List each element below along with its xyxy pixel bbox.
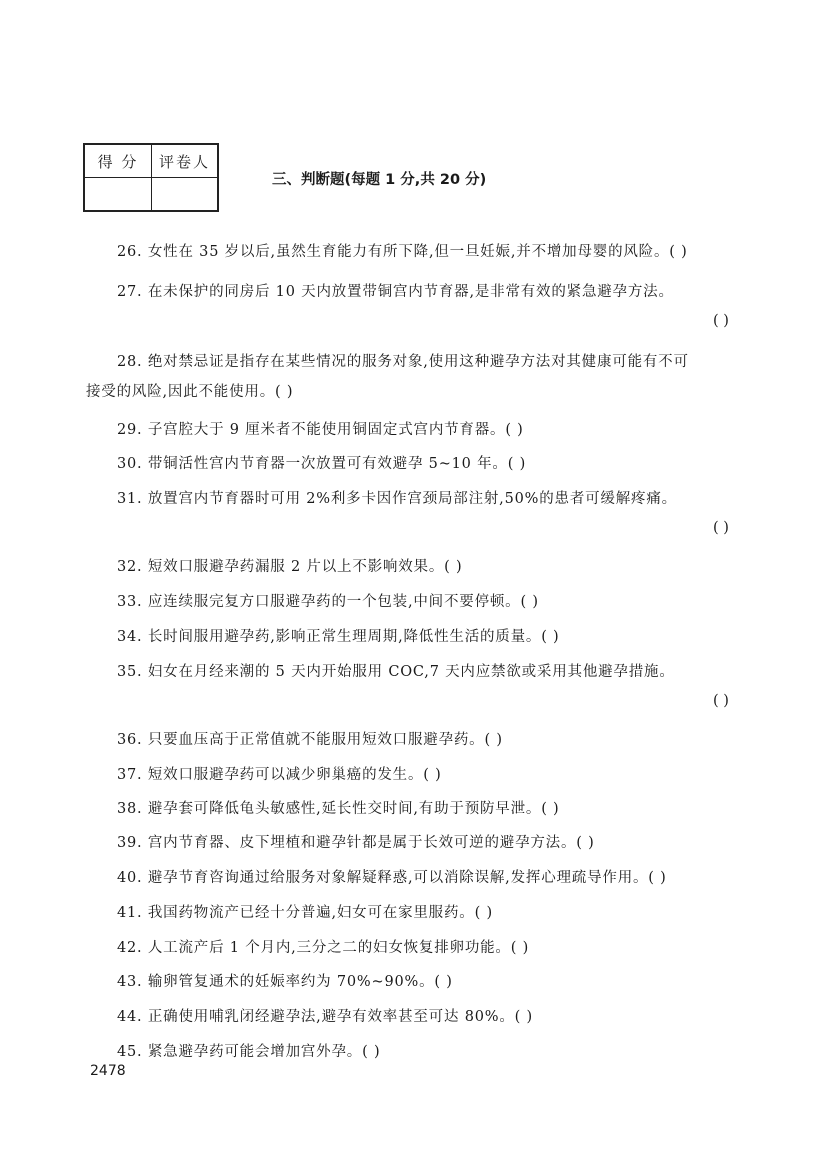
- answer-parentheses: ( ): [713, 693, 729, 709]
- question-number: 36.: [117, 732, 148, 748]
- question-item: [117, 728, 503, 749]
- page-number: 2478: [90, 1063, 126, 1079]
- question-item: [117, 1005, 533, 1026]
- question-number: 26.: [117, 244, 148, 260]
- question-number: 37.: [117, 767, 148, 783]
- question-item: [117, 763, 442, 784]
- question-text: 紧急避孕药可能会增加宫外孕。( ): [147, 1044, 381, 1060]
- question-text: 宫内节育器、皮下埋植和避孕针都是属于长效可逆的避孕方法。( ): [147, 835, 595, 851]
- question-item: [117, 487, 677, 508]
- question-item: [117, 970, 453, 991]
- question-item: [117, 590, 539, 611]
- question-text: 人工流产后 1 个月内,三分之二的妇女恢复排卵功能。( ): [147, 940, 530, 956]
- question-number: 41.: [117, 905, 148, 921]
- question-number: 45.: [117, 1044, 148, 1060]
- question-item: [117, 452, 526, 473]
- question-text: 输卵管复通术的妊娠率约为 70%~90%。( ): [147, 974, 453, 990]
- question-number: 40.: [117, 870, 148, 886]
- grader-value-cell: [152, 178, 217, 210]
- question-number: 29.: [117, 422, 148, 438]
- question-text: 短效口服避孕药可以减少卵巢癌的发生。( ): [147, 767, 442, 783]
- question-item: [117, 660, 675, 681]
- answer-parentheses: ( ): [713, 520, 729, 536]
- question-number: 35.: [117, 664, 148, 680]
- question-number: 31.: [117, 491, 148, 507]
- question-number: 43.: [117, 974, 148, 990]
- question-number: 27.: [117, 284, 148, 300]
- question-item: [117, 555, 462, 576]
- section-title: 三、判断题(每题 1 分,共 20 分): [272, 172, 487, 188]
- question-item: [117, 901, 493, 922]
- question-text: 避孕套可降低龟头敏感性,延长性交时间,有助于预防早泄。( ): [147, 801, 560, 817]
- score-value-cell: [85, 178, 152, 210]
- question-text: 只要血压高于正常值就不能服用短效口服避孕药。( ): [147, 732, 503, 748]
- question-text: 我国药物流产已经十分普遍,妇女可在家里服药。( ): [147, 905, 493, 921]
- question-text: 放置宫内节育器时可用 2%利多卡因作宫颈局部注射,50%的患者可缓解疼痛。: [147, 491, 677, 507]
- question-item: [117, 797, 560, 818]
- question-number: 32.: [117, 559, 148, 575]
- grader-label: 评卷人: [152, 145, 217, 178]
- question-text: 女性在 35 岁以后,虽然生育能力有所下降,但一旦妊娠,并不增加母婴的风险。( ): [147, 244, 688, 260]
- question-item: [117, 866, 667, 887]
- question-item: [117, 350, 689, 371]
- question-number: 30.: [117, 456, 148, 472]
- score-box: [83, 143, 219, 212]
- question-text: 避孕节育咨询通过给服务对象解疑释惑,可以消除误解,发挥心理疏导作用。( ): [147, 870, 667, 886]
- question-number: 28.: [117, 354, 148, 370]
- question-text: 长时间服用避孕药,影响正常生理周期,降低性生活的质量。( ): [147, 629, 560, 645]
- question-text: 绝对禁忌证是指存在某些情况的服务对象,使用这种避孕方法对其健康可能有不可: [147, 354, 689, 370]
- question-text: 短效口服避孕药漏服 2 片以上不影响效果。( ): [147, 559, 463, 575]
- question-number: 42.: [117, 940, 148, 956]
- question-item: [117, 625, 560, 646]
- answer-parentheses: ( ): [713, 313, 729, 329]
- question-item: [117, 831, 595, 852]
- question-item: [117, 936, 529, 957]
- question-text-continuation: 接受的风险,因此不能使用。( ): [86, 384, 294, 400]
- question-number: 44.: [117, 1009, 148, 1025]
- question-text: 带铜活性宫内节育器一次放置可有效避孕 5~10 年。( ): [147, 456, 527, 472]
- question-text: 正确使用哺乳闭经避孕法,避孕有效率甚至可达 80%。( ): [147, 1009, 533, 1025]
- question-text: 妇女在月经来潮的 5 天内开始服用 COC,7 天内应禁欲或采用其他避孕措施。: [147, 664, 675, 680]
- question-number: 33.: [117, 594, 148, 610]
- question-item: [117, 418, 524, 439]
- question-item: [117, 1040, 380, 1061]
- question-number: 38.: [117, 801, 148, 817]
- question-item: [117, 240, 688, 261]
- question-number: 39.: [117, 835, 148, 851]
- question-text: 在未保护的同房后 10 天内放置带铜宫内节育器,是非常有效的紧急避孕方法。: [147, 284, 674, 300]
- question-number: 34.: [117, 629, 148, 645]
- score-label: 得 分: [85, 145, 152, 178]
- question-text: 子宫腔大于 9 厘米者不能使用铜固定式宫内节育器。( ): [147, 422, 524, 438]
- question-text: 应连续服完复方口服避孕药的一个包装,中间不要停顿。( ): [147, 594, 539, 610]
- question-item: [117, 280, 674, 301]
